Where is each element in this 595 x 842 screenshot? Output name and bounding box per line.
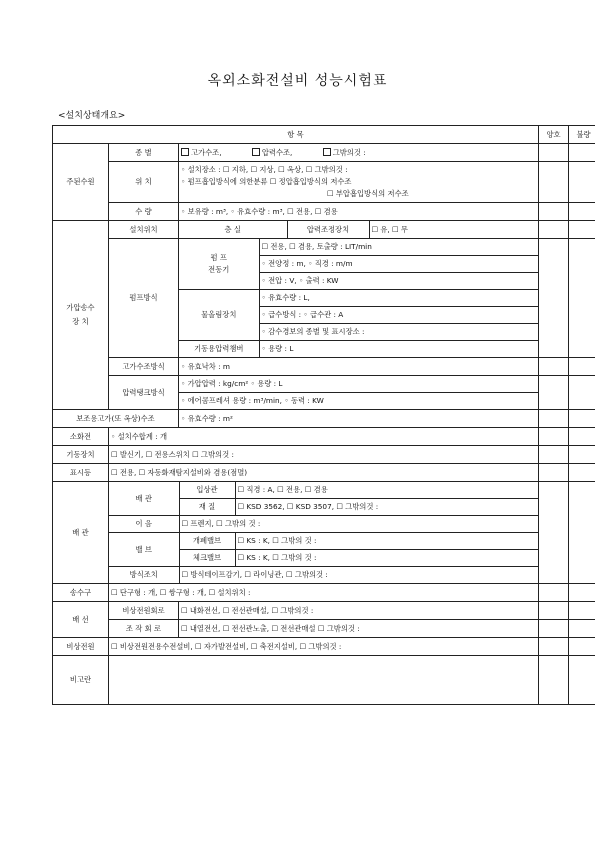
inspection-table — [52, 125, 595, 705]
pressure-label — [53, 221, 109, 410]
pump-line: ☐ 전용, ☐ 겸용, 토출량 : LIT/min — [261, 242, 372, 251]
pipe-label: 배 관 — [109, 482, 179, 516]
table-row — [53, 203, 595, 221]
control-circuit-value: ☐ 내열전선, ☐ 전선관노출, ☐ 전선관매설 ☐ 그밖의것 : — [179, 620, 539, 638]
pump-line: ◦ 전양정 : m, ◦ 직경 : m/m — [259, 256, 538, 273]
bad-cell[interactable] — [569, 144, 595, 162]
table-row — [53, 602, 595, 620]
good-cell[interactable] — [539, 144, 569, 162]
good-cell[interactable] — [539, 162, 569, 203]
bad-cell[interactable] — [569, 376, 595, 410]
gravity-value: ◦ 유효낙차 : m — [179, 358, 539, 376]
corrosion-value: ☐ 방식테이프감기, ☐ 라이닝관, ☐ 그밖의것 : — [179, 567, 538, 584]
good-cell[interactable] — [539, 446, 569, 464]
option-label: 압력수조, — [261, 147, 293, 157]
position-value — [179, 162, 539, 203]
display-value: ☐ 전용, ☐ 자동화재탐지설비와 겸용(점멸) — [109, 464, 539, 482]
good-cell[interactable] — [539, 428, 569, 446]
regulator-label: 압력조정장치 — [287, 221, 369, 238]
table-row — [53, 376, 595, 410]
good-cell[interactable] — [539, 376, 569, 410]
table-row — [53, 620, 595, 638]
position-label: 위 치 — [109, 162, 179, 203]
regulator-value: ☐ 유, ☐ 무 — [371, 224, 408, 234]
good-cell[interactable] — [539, 203, 569, 221]
bad-cell[interactable] — [569, 602, 595, 620]
type-options — [179, 144, 539, 162]
quantity-value: ◦ 보유량 : m³, ◦ 유효수량 : m³, ☐ 전용, ☐ 겸용 — [179, 203, 539, 221]
corrosion-label: 방식조치 — [109, 567, 179, 584]
emergency-circuit-label: 비상전원회로 — [109, 602, 179, 620]
table-row — [53, 221, 595, 239]
bad-cell[interactable] — [569, 239, 595, 358]
table-row — [53, 482, 595, 584]
location-value: 층 실 — [179, 221, 287, 238]
table-row — [53, 446, 595, 464]
table-row — [53, 656, 595, 705]
pressure-tank-line: ◦ 가압압력 : kg/cm² ◦ 용량 : L — [181, 379, 283, 388]
check-valve-value: ☐ KS : K, ☐ 그밖의 것 : — [235, 550, 538, 567]
joint-label: 이 음 — [109, 516, 179, 533]
bad-cell[interactable] — [569, 358, 595, 376]
emergency-circuit-value: ☐ 내화전선, ☐ 전선관매설, ☐ 그밖의것 : — [179, 602, 539, 620]
option-label: 그밖의것 : — [332, 147, 366, 157]
pump-motor-line: 펌 프 — [210, 253, 227, 262]
bad-cell[interactable] — [569, 482, 595, 584]
pressure-label-line: 장 치 — [72, 317, 89, 326]
good-cell[interactable] — [539, 620, 569, 638]
startup-label: 기동장치 — [53, 446, 109, 464]
material-value: ☐ KSD 3562, ☐ KSD 3507, ☐ 그밖의것 : — [235, 499, 538, 516]
bad-cell[interactable] — [569, 620, 595, 638]
pressure-tank-cell — [179, 376, 539, 410]
good-cell[interactable] — [539, 221, 569, 239]
pump-motor-line: 전동기 — [208, 265, 230, 274]
pressure-tank-label: 압력탱크방식 — [109, 376, 179, 410]
table-row — [53, 358, 595, 376]
gate-valve-label: 개폐밸브 — [179, 533, 235, 550]
wiring-label: 배 선 — [53, 602, 109, 638]
check-valve-label: 체크밸브 — [179, 550, 235, 567]
emergency-power-label: 비상전원 — [53, 638, 109, 656]
table-row — [53, 638, 595, 656]
bad-cell[interactable] — [569, 584, 595, 602]
position-line: ◦ 펌프흡입방식에 의한분류 ☐ 정압흡입방식의 저수조 — [181, 177, 352, 186]
nozzle-label: 송수구 — [53, 584, 109, 602]
location-label: 설치위치 — [109, 221, 179, 239]
position-line: ☐ 부압흡입방식의 저수조 — [327, 189, 409, 198]
position-line: ◦ 설치장소 : ☐ 지하, ☐ 지상, ☐ 옥상, ☐ 그밖의것 : — [181, 165, 348, 174]
good-cell[interactable] — [539, 410, 569, 428]
bad-cell[interactable] — [569, 464, 595, 482]
bad-cell[interactable] — [569, 410, 595, 428]
hydrant-label: 소화전 — [53, 428, 109, 446]
good-cell[interactable] — [539, 638, 569, 656]
bad-cell[interactable] — [569, 446, 595, 464]
bad-cell[interactable] — [569, 428, 595, 446]
priming-label: 물올림장치 — [179, 290, 259, 341]
good-cell[interactable] — [539, 358, 569, 376]
display-label: 표시등 — [53, 464, 109, 482]
remarks-label: 비고란 — [53, 656, 109, 705]
header-item: 항 목 — [53, 126, 539, 144]
bad-cell[interactable] — [569, 656, 595, 705]
nozzle-value: ☐ 단구형 : 개, ☐ 쌍구형 : 개, ☐ 설치위치 : — [109, 584, 539, 602]
aux-tank-label: 보조용고가(또 옥상)수조 — [53, 410, 179, 428]
good-cell[interactable] — [539, 239, 569, 358]
riser-label: 입상관 — [179, 482, 235, 499]
type-label: 종 별 — [109, 144, 179, 162]
table-row — [53, 428, 595, 446]
good-cell[interactable] — [539, 602, 569, 620]
priming-line: ◦ 급수방식 : ◦ 급수관 : A — [259, 307, 538, 324]
table-row — [53, 410, 595, 428]
gate-valve-value: ☐ KS : K, ☐ 그밖의 것 : — [235, 533, 538, 550]
checkbox[interactable] — [181, 148, 189, 156]
bad-cell[interactable] — [569, 162, 595, 203]
header-good: 양호 — [539, 126, 569, 144]
table-row — [53, 162, 595, 203]
remarks-value[interactable] — [109, 656, 539, 705]
startup-value: ☐ 발신기, ☐ 전용스위치 ☐ 그밖의것 : — [109, 446, 539, 464]
material-label: 재 질 — [179, 499, 235, 516]
aux-tank-value: ◦ 유효수량 : m² — [179, 410, 539, 428]
good-cell[interactable] — [539, 464, 569, 482]
quantity-label: 수 량 — [109, 203, 179, 221]
pump-line: ◦ 전압 : V, ◦ 출력 : KW — [259, 273, 538, 290]
bad-cell[interactable] — [569, 221, 595, 239]
emergency-power-value: ☐ 비상전원전용수전설비, ☐ 자가발전설비, ☐ 축전지설비, ☐ 그밖의것 : — [109, 638, 539, 656]
water-source-label: 주된수원 — [53, 144, 109, 221]
page-title: 옥외소화전설비 성능시험표 — [207, 73, 388, 89]
good-cell[interactable] — [539, 584, 569, 602]
option-label: 고가수조, — [191, 147, 222, 157]
piping-cell — [109, 482, 539, 584]
pump-method-cell — [179, 239, 539, 358]
checkbox[interactable] — [252, 148, 260, 156]
piping-label: 배 관 — [53, 482, 109, 584]
table-row — [53, 144, 595, 162]
bad-cell[interactable] — [569, 638, 595, 656]
control-circuit-label: 조 작 회 로 — [109, 620, 179, 638]
chamber-label: 기동용압력챔버 — [179, 341, 259, 358]
table-row — [53, 464, 595, 482]
hydrant-value: ◦ 설치수합계 : 개 — [109, 428, 539, 446]
joint-value: ☐ 프렌지, ☐ 그밖의 것 : — [179, 516, 538, 533]
good-cell[interactable] — [539, 482, 569, 584]
bad-cell[interactable] — [569, 203, 595, 221]
pressure-tank-line: ◦ 에어콤프레셔 용량 : m³/min, ◦ 동력 : KW — [179, 393, 538, 410]
table-row — [53, 584, 595, 602]
riser-value: ☐ 직경 : A, ☐ 전용, ☐ 겸용 — [237, 485, 328, 494]
gravity-label: 고가수조방식 — [109, 358, 179, 376]
section-subtitle: <설치상태개요> — [58, 111, 126, 121]
priming-line: ◦ 감수경보의 종별 및 표시장소 : — [259, 324, 538, 341]
priming-line: ◦ 유효수량 : L, — [259, 290, 538, 307]
valve-label: 밸 브 — [109, 533, 179, 567]
checkbox[interactable] — [323, 148, 331, 156]
pressure-label-line: 가압송수 — [66, 303, 95, 312]
table-header-row — [53, 126, 595, 144]
pump-motor-label — [179, 239, 259, 290]
header-bad: 불량 — [569, 126, 595, 144]
chamber-value: ◦ 용량 : L — [259, 341, 538, 358]
location-cell — [179, 221, 539, 239]
pump-method-label: 펌프방식 — [109, 239, 179, 358]
good-cell[interactable] — [539, 656, 569, 705]
